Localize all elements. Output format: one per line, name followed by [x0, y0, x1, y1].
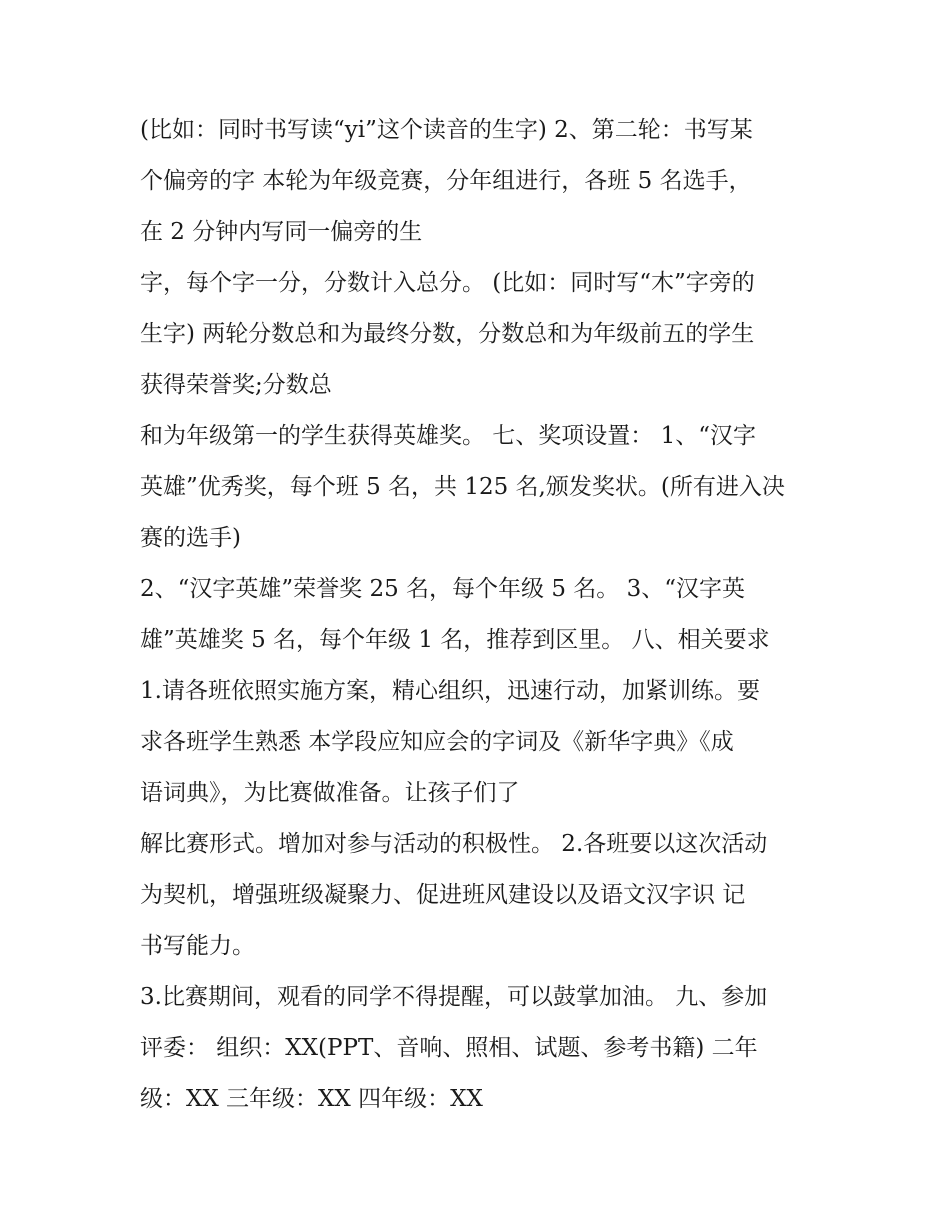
text-line: 个偏旁的字 本轮为年级竞赛，分年组进行，各班 5 名选手，	[140, 168, 752, 194]
text-line: 字，每个字一分，分数计入总分。 (比如：同时写“木”字旁的	[140, 270, 755, 296]
text-line: 书写能力。	[140, 933, 255, 959]
text-line: 雄”英雄奖 5 名，每个年级 1 名，推荐到区里。 八、相关要求	[140, 627, 770, 653]
text-line: 在 2 分钟内写同一偏旁的生	[140, 219, 423, 245]
text-line: 为契机，增强班级凝聚力、促进班风建设以及语文汉字识 记	[140, 882, 746, 908]
text-line: 解比赛形式。增加对参与活动的积极性。 2.各班要以这次活动	[140, 831, 768, 857]
text-line: 评委： 组织：XX(PPT、音响、照相、试题、参考书籍) 二年	[140, 1035, 758, 1061]
text-line: 获得荣誉奖;分数总	[140, 372, 332, 398]
text-line: 英雄”优秀奖，每个班 5 名，共 125 名,颁发奖状。(所有进入决	[140, 474, 785, 500]
text-line: 1.请各班依照实施方案，精心组织，迅速行动，加紧训练。要	[140, 678, 760, 704]
text-line: 生字) 两轮分数总和为最终分数，分数总和为年级前五的学生	[140, 321, 755, 347]
text-line: 赛的选手)	[140, 525, 241, 551]
body-text	[140, 110, 820, 1130]
text-line: 和为年级第一的学生获得英雄奖。 七、奖项设置： 1、“汉字	[140, 423, 757, 449]
text-line: 2、“汉字英雄”荣誉奖 25 名，每个年级 5 名。 3、“汉字英	[140, 576, 745, 602]
text-line: 语词典》，为比赛做准备。让孩子们了	[140, 780, 520, 806]
text-line: (比如：同时书写读“yi”这个读音的生字) 2、第二轮：书写某	[140, 117, 753, 143]
text-line: 求各班学生熟悉 本学段应知应会的字词及《新华字典》《成	[140, 729, 734, 755]
text-line: 级：XX 三年级：XX 四年级：XX	[140, 1086, 483, 1112]
text-line: 3.比赛期间，观看的同学不得提醒，可以鼓掌加油。 九、参加	[140, 984, 768, 1010]
